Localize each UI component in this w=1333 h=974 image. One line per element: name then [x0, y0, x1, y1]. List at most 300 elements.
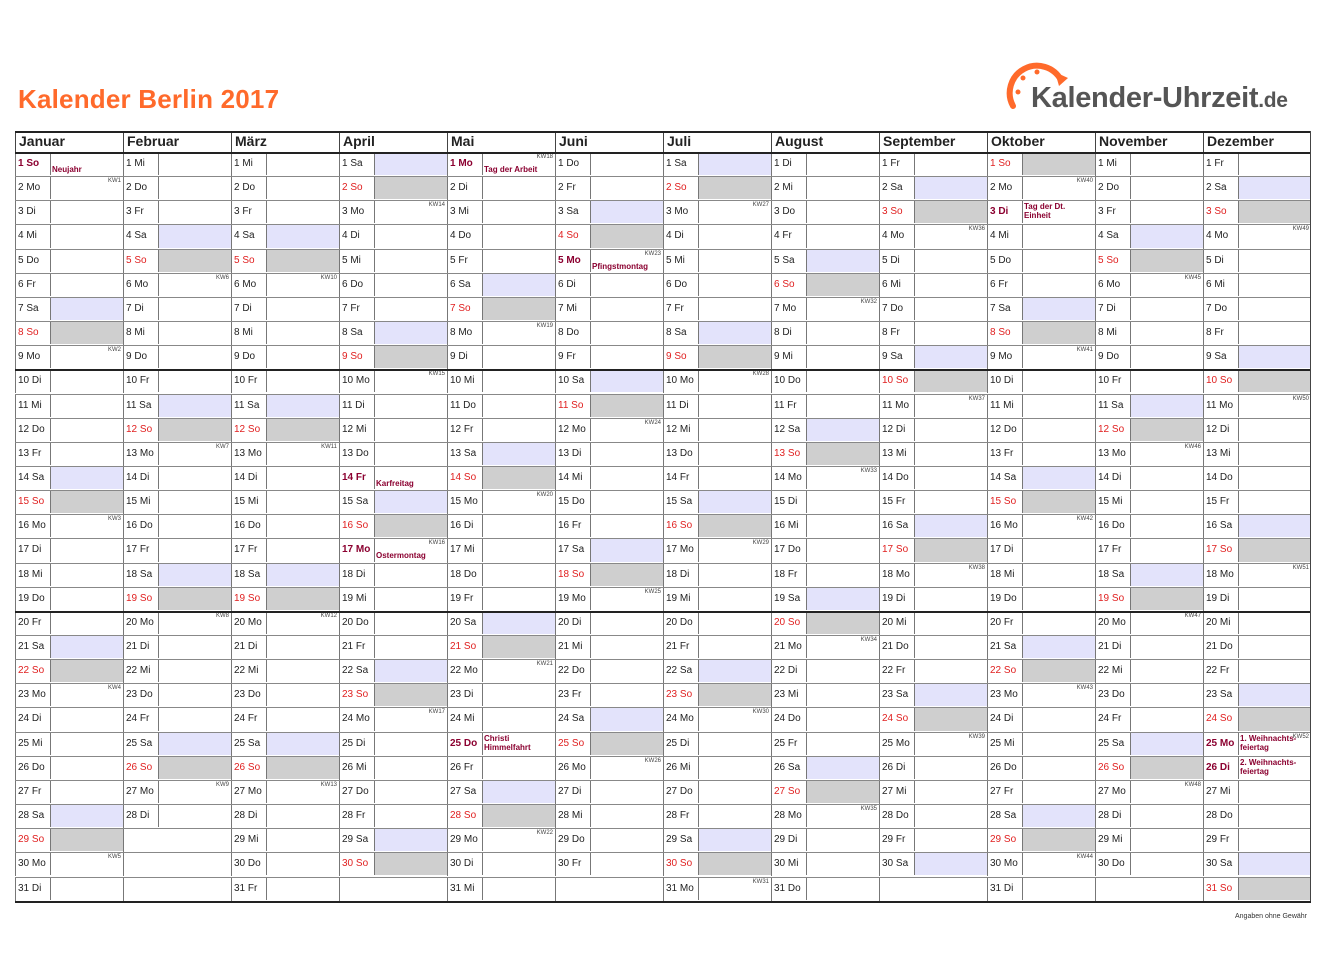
notes-box[interactable] [590, 612, 663, 634]
notes-box[interactable] [1130, 708, 1203, 730]
notes-box[interactable] [1238, 153, 1311, 175]
notes-box[interactable] [482, 177, 555, 199]
notes-box[interactable] [374, 829, 447, 851]
notes-box[interactable] [1022, 419, 1095, 441]
notes-box[interactable] [914, 298, 987, 320]
notes-box[interactable] [806, 684, 879, 706]
notes-box[interactable] [806, 660, 879, 682]
notes-box[interactable] [590, 515, 663, 537]
notes-box[interactable] [698, 564, 771, 586]
notes-box[interactable] [1130, 395, 1203, 417]
notes-box[interactable] [1238, 346, 1311, 368]
notes-box[interactable] [1130, 733, 1203, 755]
notes-box[interactable] [482, 757, 555, 779]
notes-box[interactable] [1022, 250, 1095, 272]
notes-box[interactable] [374, 636, 447, 658]
notes-box[interactable] [158, 805, 231, 827]
notes-box[interactable] [1022, 395, 1095, 417]
notes-box[interactable] [590, 443, 663, 465]
notes-box[interactable] [914, 781, 987, 803]
notes-box[interactable] [1022, 298, 1095, 320]
notes-box[interactable] [590, 322, 663, 344]
notes-box[interactable] [698, 153, 771, 175]
notes-box[interactable] [266, 878, 339, 900]
notes-box[interactable] [1022, 660, 1095, 682]
notes-box[interactable] [1130, 467, 1203, 489]
notes-box[interactable] [1238, 612, 1311, 634]
notes-box[interactable] [482, 878, 555, 900]
notes-box[interactable] [806, 491, 879, 513]
notes-box[interactable] [158, 225, 231, 247]
notes-box[interactable] [158, 395, 231, 417]
notes-box[interactable] [266, 322, 339, 344]
notes-box[interactable] [806, 395, 879, 417]
notes-box[interactable] [1238, 370, 1311, 392]
notes-box[interactable] [482, 805, 555, 827]
notes-box[interactable] [1238, 322, 1311, 344]
notes-box[interactable] [914, 274, 987, 296]
notes-box[interactable] [266, 660, 339, 682]
notes-box[interactable] [482, 684, 555, 706]
notes-box[interactable] [266, 829, 339, 851]
notes-box[interactable] [1022, 781, 1095, 803]
notes-box[interactable] [374, 322, 447, 344]
notes-box[interactable] [1130, 757, 1203, 779]
notes-box[interactable] [50, 225, 123, 247]
notes-box[interactable] [1022, 829, 1095, 851]
notes-box[interactable] [914, 443, 987, 465]
notes-box[interactable] [914, 660, 987, 682]
notes-box[interactable] [374, 853, 447, 875]
notes-box[interactable] [698, 346, 771, 368]
notes-box[interactable] [806, 515, 879, 537]
notes-box[interactable] [1130, 201, 1203, 223]
notes-box[interactable] [50, 322, 123, 344]
notes-box[interactable] [1022, 636, 1095, 658]
notes-box[interactable] [50, 708, 123, 730]
notes-box[interactable] [914, 829, 987, 851]
notes-box[interactable] [806, 177, 879, 199]
notes-box[interactable] [482, 467, 555, 489]
notes-box[interactable] [266, 346, 339, 368]
notes-box[interactable] [806, 708, 879, 730]
notes-box[interactable] [1130, 564, 1203, 586]
notes-box[interactable] [590, 298, 663, 320]
notes-box[interactable] [698, 274, 771, 296]
notes-box[interactable] [698, 443, 771, 465]
notes-box[interactable] [266, 153, 339, 175]
notes-box[interactable] [1238, 781, 1311, 803]
notes-box[interactable] [266, 805, 339, 827]
notes-box[interactable] [914, 612, 987, 634]
notes-box[interactable] [1130, 322, 1203, 344]
notes-box[interactable] [590, 346, 663, 368]
notes-box[interactable] [1022, 805, 1095, 827]
notes-box[interactable] [806, 274, 879, 296]
notes-box[interactable] [914, 250, 987, 272]
notes-box[interactable] [482, 636, 555, 658]
notes-box[interactable] [1022, 878, 1095, 900]
notes-box[interactable] [806, 201, 879, 223]
notes-box[interactable] [158, 564, 231, 586]
notes-box[interactable] [1130, 805, 1203, 827]
notes-box[interactable] [1022, 733, 1095, 755]
notes-box[interactable] [590, 733, 663, 755]
notes-box[interactable] [806, 757, 879, 779]
notes-box[interactable] [1022, 274, 1095, 296]
notes-box[interactable] [1238, 684, 1311, 706]
notes-box[interactable] [158, 684, 231, 706]
notes-box[interactable] [266, 250, 339, 272]
notes-box[interactable] [482, 853, 555, 875]
notes-box[interactable] [374, 491, 447, 513]
notes-box[interactable] [914, 467, 987, 489]
notes-box[interactable] [698, 853, 771, 875]
notes-box[interactable] [1130, 419, 1203, 441]
notes-box[interactable] [698, 467, 771, 489]
notes-box[interactable] [914, 153, 987, 175]
notes-box[interactable] [1130, 588, 1203, 610]
notes-box[interactable] [374, 805, 447, 827]
notes-box[interactable] [914, 201, 987, 223]
notes-box[interactable] [806, 853, 879, 875]
notes-box[interactable] [266, 201, 339, 223]
notes-box[interactable] [914, 322, 987, 344]
notes-box[interactable] [266, 515, 339, 537]
notes-box[interactable] [482, 298, 555, 320]
notes-box[interactable] [698, 829, 771, 851]
notes-box[interactable] [914, 177, 987, 199]
notes-box[interactable] [806, 829, 879, 851]
notes-box[interactable] [50, 443, 123, 465]
notes-box[interactable] [914, 588, 987, 610]
notes-box[interactable] [158, 201, 231, 223]
notes-box[interactable] [698, 177, 771, 199]
notes-box[interactable] [1022, 491, 1095, 513]
notes-box[interactable] [158, 250, 231, 272]
notes-box[interactable] [266, 708, 339, 730]
notes-box[interactable] [914, 757, 987, 779]
notes-box[interactable] [1238, 515, 1311, 537]
notes-box[interactable] [50, 781, 123, 803]
notes-box[interactable] [50, 805, 123, 827]
notes-box[interactable] [1022, 612, 1095, 634]
notes-box[interactable] [806, 588, 879, 610]
notes-box[interactable] [50, 370, 123, 392]
notes-box[interactable] [1130, 250, 1203, 272]
notes-box[interactable] [158, 346, 231, 368]
notes-box[interactable] [1022, 322, 1095, 344]
notes-box[interactable] [266, 757, 339, 779]
notes-box[interactable] [914, 419, 987, 441]
notes-box[interactable] [1238, 467, 1311, 489]
notes-box[interactable] [1130, 684, 1203, 706]
notes-box[interactable] [1130, 515, 1203, 537]
notes-box[interactable] [1238, 298, 1311, 320]
notes-box[interactable] [1130, 660, 1203, 682]
notes-box[interactable] [590, 201, 663, 223]
notes-box[interactable] [50, 588, 123, 610]
notes-box[interactable] [1022, 757, 1095, 779]
notes-box[interactable] [806, 153, 879, 175]
notes-box[interactable] [50, 467, 123, 489]
notes-box[interactable] [374, 684, 447, 706]
notes-box[interactable] [50, 298, 123, 320]
notes-box[interactable] [1130, 829, 1203, 851]
notes-box[interactable] [482, 250, 555, 272]
notes-box[interactable] [482, 370, 555, 392]
notes-box[interactable] [1238, 636, 1311, 658]
notes-box[interactable] [806, 370, 879, 392]
notes-box[interactable] [590, 395, 663, 417]
notes-box[interactable] [698, 419, 771, 441]
notes-box[interactable] [158, 515, 231, 537]
notes-box[interactable] [806, 781, 879, 803]
notes-box[interactable] [482, 539, 555, 561]
notes-box[interactable] [266, 733, 339, 755]
notes-box[interactable] [590, 177, 663, 199]
notes-box[interactable] [482, 564, 555, 586]
notes-box[interactable] [914, 539, 987, 561]
notes-box[interactable] [266, 853, 339, 875]
notes-box[interactable] [590, 467, 663, 489]
notes-box[interactable] [50, 250, 123, 272]
notes-box[interactable] [806, 564, 879, 586]
notes-box[interactable] [374, 250, 447, 272]
notes-box[interactable] [50, 757, 123, 779]
notes-box[interactable] [482, 781, 555, 803]
notes-box[interactable] [914, 684, 987, 706]
notes-box[interactable] [698, 322, 771, 344]
notes-box[interactable] [914, 346, 987, 368]
notes-box[interactable] [374, 177, 447, 199]
notes-box[interactable] [1238, 660, 1311, 682]
notes-box[interactable] [374, 612, 447, 634]
notes-box[interactable] [914, 708, 987, 730]
notes-box[interactable] [158, 733, 231, 755]
notes-box[interactable] [266, 419, 339, 441]
notes-box[interactable] [1130, 636, 1203, 658]
notes-box[interactable] [50, 539, 123, 561]
notes-box[interactable] [590, 564, 663, 586]
notes-box[interactable] [1130, 298, 1203, 320]
notes-box[interactable] [806, 346, 879, 368]
notes-box[interactable] [374, 733, 447, 755]
notes-box[interactable] [698, 805, 771, 827]
notes-box[interactable] [590, 853, 663, 875]
notes-box[interactable] [1022, 153, 1095, 175]
notes-box[interactable] [698, 491, 771, 513]
notes-box[interactable] [158, 636, 231, 658]
notes-box[interactable] [1238, 177, 1311, 199]
notes-box[interactable] [1022, 708, 1095, 730]
notes-box[interactable] [914, 515, 987, 537]
notes-box[interactable] [590, 805, 663, 827]
notes-box[interactable] [50, 419, 123, 441]
notes-box[interactable] [482, 443, 555, 465]
notes-box[interactable] [266, 370, 339, 392]
notes-box[interactable] [374, 298, 447, 320]
notes-box[interactable] [482, 225, 555, 247]
notes-box[interactable] [266, 177, 339, 199]
notes-box[interactable] [698, 395, 771, 417]
notes-box[interactable] [158, 757, 231, 779]
notes-box[interactable] [1238, 539, 1311, 561]
notes-box[interactable] [482, 419, 555, 441]
notes-box[interactable] [590, 539, 663, 561]
notes-box[interactable] [374, 153, 447, 175]
notes-box[interactable] [1130, 370, 1203, 392]
notes-box[interactable] [266, 564, 339, 586]
notes-box[interactable] [1238, 805, 1311, 827]
notes-box[interactable] [590, 684, 663, 706]
notes-box[interactable] [590, 225, 663, 247]
notes-box[interactable] [158, 588, 231, 610]
notes-box[interactable] [698, 225, 771, 247]
notes-box[interactable] [374, 443, 447, 465]
notes-box[interactable] [1022, 443, 1095, 465]
notes-box[interactable] [50, 878, 123, 900]
notes-box[interactable] [1238, 853, 1311, 875]
notes-box[interactable] [698, 298, 771, 320]
notes-box[interactable] [1130, 491, 1203, 513]
notes-box[interactable] [158, 177, 231, 199]
notes-box[interactable] [698, 733, 771, 755]
notes-box[interactable] [1238, 491, 1311, 513]
notes-box[interactable] [590, 660, 663, 682]
notes-box[interactable] [1130, 346, 1203, 368]
notes-box[interactable] [590, 153, 663, 175]
notes-box[interactable] [374, 781, 447, 803]
notes-box[interactable] [50, 564, 123, 586]
notes-box[interactable] [50, 660, 123, 682]
notes-box[interactable] [158, 370, 231, 392]
notes-box[interactable] [266, 395, 339, 417]
notes-box[interactable] [590, 370, 663, 392]
notes-box[interactable] [158, 539, 231, 561]
notes-box[interactable] [590, 491, 663, 513]
notes-box[interactable] [1238, 201, 1311, 223]
notes-box[interactable] [698, 781, 771, 803]
notes-box[interactable] [482, 588, 555, 610]
notes-box[interactable] [1130, 225, 1203, 247]
notes-box[interactable] [482, 708, 555, 730]
notes-box[interactable] [698, 757, 771, 779]
notes-box[interactable] [914, 491, 987, 513]
notes-box[interactable] [158, 467, 231, 489]
notes-box[interactable] [374, 225, 447, 247]
notes-box[interactable] [698, 588, 771, 610]
notes-box[interactable] [1238, 274, 1311, 296]
notes-box[interactable] [374, 395, 447, 417]
notes-box[interactable] [806, 733, 879, 755]
notes-box[interactable] [806, 322, 879, 344]
notes-box[interactable] [914, 636, 987, 658]
notes-box[interactable] [698, 636, 771, 658]
notes-box[interactable] [374, 346, 447, 368]
notes-box[interactable] [266, 684, 339, 706]
notes-box[interactable] [50, 201, 123, 223]
notes-box[interactable] [266, 298, 339, 320]
notes-box[interactable] [374, 588, 447, 610]
notes-box[interactable] [266, 588, 339, 610]
notes-box[interactable] [1022, 370, 1095, 392]
notes-box[interactable] [50, 612, 123, 634]
notes-box[interactable] [50, 274, 123, 296]
notes-box[interactable] [50, 395, 123, 417]
notes-box[interactable] [374, 660, 447, 682]
notes-box[interactable] [374, 564, 447, 586]
notes-box[interactable] [50, 733, 123, 755]
notes-box[interactable] [590, 274, 663, 296]
notes-box[interactable] [806, 225, 879, 247]
notes-box[interactable] [698, 684, 771, 706]
notes-box[interactable] [914, 370, 987, 392]
notes-box[interactable] [914, 853, 987, 875]
notes-box[interactable] [266, 539, 339, 561]
notes-box[interactable] [1130, 153, 1203, 175]
notes-box[interactable] [482, 395, 555, 417]
notes-box[interactable] [266, 467, 339, 489]
notes-box[interactable] [158, 153, 231, 175]
notes-box[interactable] [482, 612, 555, 634]
notes-box[interactable] [806, 612, 879, 634]
notes-box[interactable] [374, 274, 447, 296]
notes-box[interactable] [1130, 177, 1203, 199]
notes-box[interactable] [806, 443, 879, 465]
notes-box[interactable] [482, 274, 555, 296]
notes-box[interactable] [158, 298, 231, 320]
notes-box[interactable] [50, 491, 123, 513]
notes-box[interactable] [1238, 878, 1311, 900]
notes-box[interactable] [590, 636, 663, 658]
notes-box[interactable] [914, 805, 987, 827]
notes-box[interactable] [266, 636, 339, 658]
notes-box[interactable] [806, 539, 879, 561]
notes-box[interactable] [698, 250, 771, 272]
notes-box[interactable] [374, 515, 447, 537]
notes-box[interactable] [482, 515, 555, 537]
notes-box[interactable] [374, 419, 447, 441]
notes-box[interactable] [806, 878, 879, 900]
notes-box[interactable] [1238, 250, 1311, 272]
notes-box[interactable] [1238, 443, 1311, 465]
notes-box[interactable] [482, 201, 555, 223]
notes-box[interactable] [1130, 853, 1203, 875]
notes-box[interactable] [482, 346, 555, 368]
notes-box[interactable] [158, 660, 231, 682]
notes-box[interactable] [1238, 588, 1311, 610]
notes-box[interactable] [266, 225, 339, 247]
notes-box[interactable] [1022, 539, 1095, 561]
notes-box[interactable] [374, 757, 447, 779]
notes-box[interactable] [590, 708, 663, 730]
notes-box[interactable] [158, 419, 231, 441]
notes-box[interactable] [1022, 225, 1095, 247]
notes-box[interactable] [1022, 588, 1095, 610]
notes-box[interactable] [806, 419, 879, 441]
notes-box[interactable] [1022, 564, 1095, 586]
notes-box[interactable] [158, 491, 231, 513]
notes-box[interactable] [158, 708, 231, 730]
notes-box[interactable] [50, 829, 123, 851]
notes-box[interactable] [50, 636, 123, 658]
notes-box[interactable] [698, 515, 771, 537]
notes-box[interactable] [590, 781, 663, 803]
notes-box[interactable] [698, 660, 771, 682]
notes-box[interactable] [158, 322, 231, 344]
notes-box[interactable] [1238, 829, 1311, 851]
